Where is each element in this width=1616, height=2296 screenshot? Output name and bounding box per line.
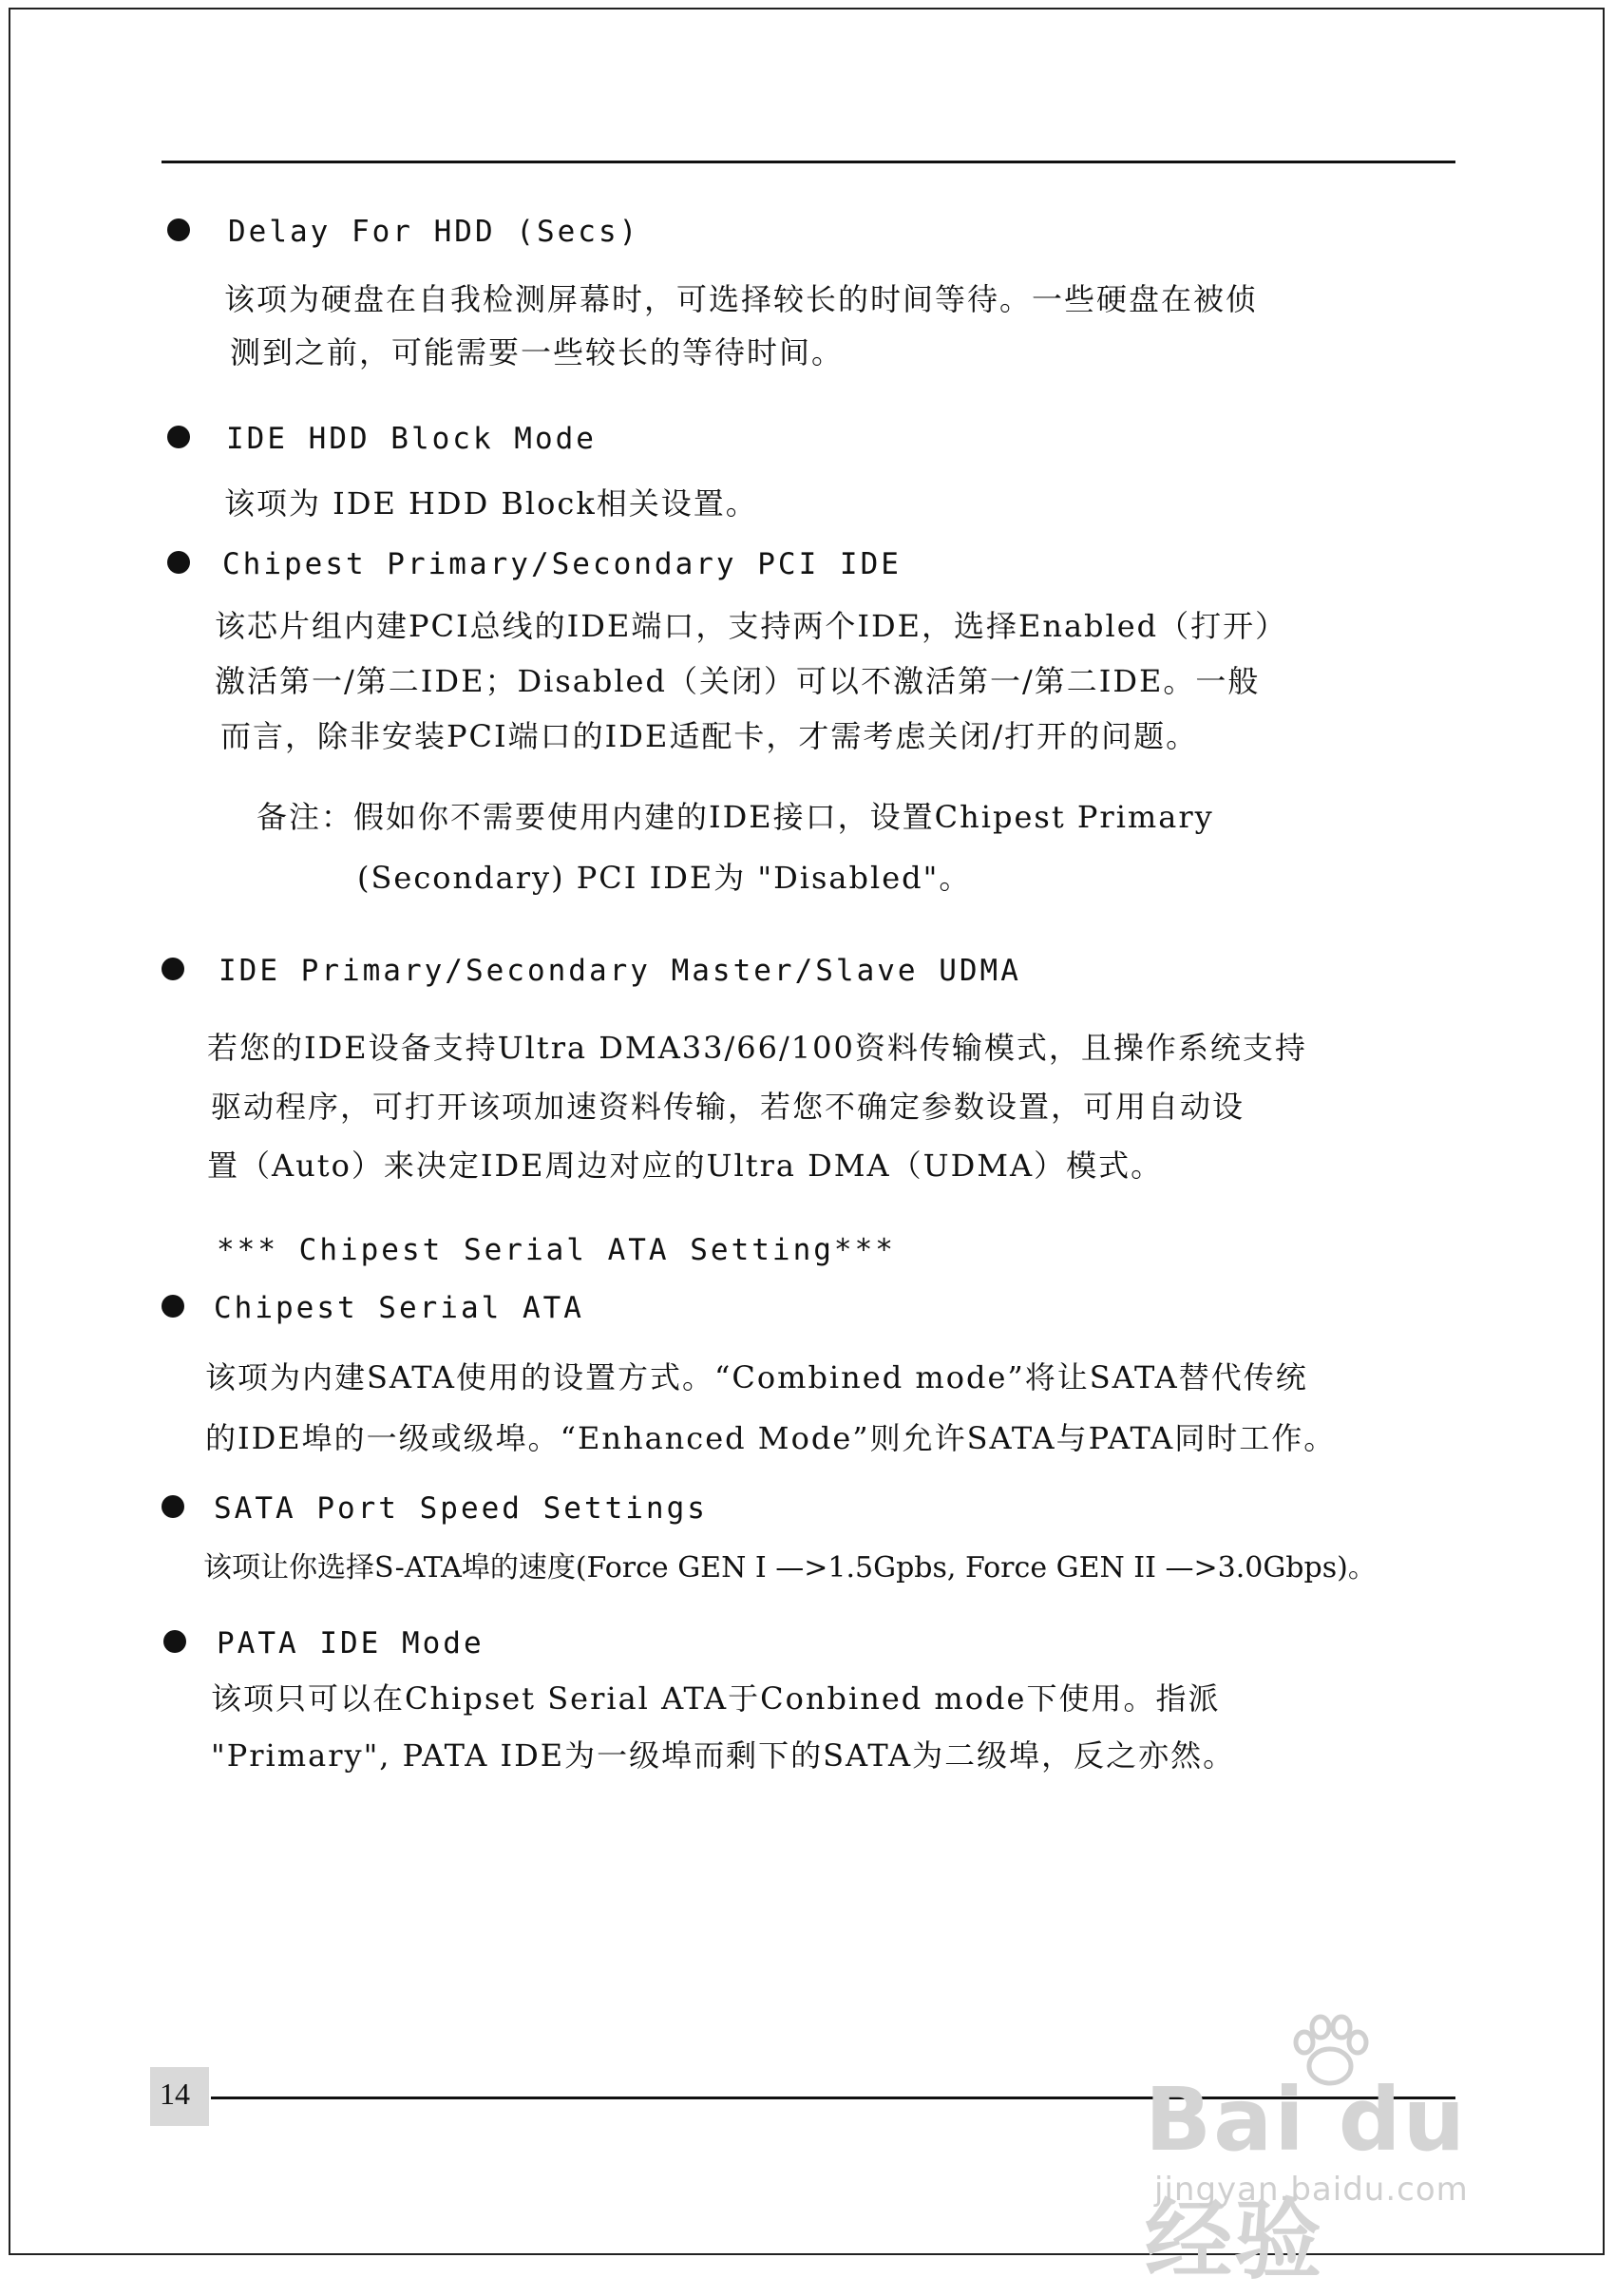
subsection-title-serial-ata-setting: *** Chipest Serial ATA Setting*** (217, 1233, 896, 1267)
bullet-icon (163, 1630, 186, 1653)
body-line: 该项为内建SATA使用的设置方式。“Combined mode”将让SATA替代传统 (205, 1359, 1308, 1395)
section-body-delay-for-hdd (224, 273, 1258, 379)
bullet-icon (167, 218, 190, 241)
note-line: (Secondary) PCI IDE为 "Disabled"。 (357, 860, 972, 896)
body-line: 若您的IDE设备支持Ultra DMA33/66/100资料传输模式，且操作系统支持 (207, 1030, 1307, 1066)
body-line: 的IDE埠的一级或级埠。“Enhanced Mode”则允许SATA与PATA同时工作。 (205, 1420, 1337, 1456)
section-heading-ide-udma: IDE Primary/Secondary Master/Slave UDMA (219, 954, 1021, 988)
section-body-ide-hdd-block-mode (224, 477, 758, 530)
section-body-sata-port-speed-settings (203, 1542, 1377, 1595)
section-heading-delay-for-hdd: Delay For HDD (Secs) (228, 215, 640, 249)
section-heading-chipest-serial-ata: Chipest Serial ATA (214, 1291, 584, 1325)
body-line: 该项只可以在Chipset Serial ATA于Conbined mode下使用。指派 (211, 1680, 1221, 1717)
section-heading-ide-hdd-block-mode: IDE HDD Block Mode (226, 422, 597, 456)
section-body-pata-ide-mode (211, 1670, 1235, 1784)
section-body-chipest-primary-secondary-pci-ide (215, 598, 1287, 764)
section-body-ide-udma (207, 1018, 1307, 1195)
body-line: "Primary", PATA IDE为一级埠而剩下的SATA为二级埠，反之亦然。 (211, 1737, 1236, 1774)
note-line: 备注：假如你不需要使用内建的IDE接口，设置Chipest Primary (257, 799, 1214, 835)
body-line: 驱动程序，可打开该项加速资料传输，若您不确定参数设置，可用自动设 (211, 1089, 1245, 1125)
section-heading-sata-port-speed-settings: SATA Port Speed Settings (214, 1491, 708, 1526)
header-rule (162, 161, 1455, 163)
bullet-icon (167, 551, 190, 574)
body-line: 激活第一/第二IDE；Disabled（关闭）可以不激活第一/第二IDE。一般 (215, 663, 1261, 699)
baidu-watermark (1145, 2014, 1525, 2291)
watermark-logo-text: Bai du 经验 (1145, 2069, 1468, 2291)
body-line: 该项让你选择S-ATA埠的速度(Force GEN I —>1.5Gpbs, Force GEN II —>3.0Gbps)。 (203, 1551, 1377, 1584)
page-number: 14 (160, 2077, 190, 2111)
bullet-icon (162, 1295, 184, 1318)
bullet-icon (167, 426, 190, 448)
body-line: 该项为硬盘在自我检测屏幕时，可选择较长的时间等待。一些硬盘在被侦 (224, 281, 1259, 317)
body-line: 测到之前，可能需要一些较长的等待时间。 (230, 334, 845, 370)
note-block (257, 787, 1214, 908)
body-line: 该芯片组内建PCI总线的IDE端口，支持两个IDE，选择Enabled（打开） (215, 608, 1288, 644)
section-heading-chipest-primary-secondary-pci-ide: Chipest Primary/Secondary PCI IDE (222, 547, 902, 581)
section-heading-pata-ide-mode: PATA IDE Mode (217, 1626, 485, 1660)
section-body-chipest-serial-ata (205, 1347, 1336, 1469)
watermark-url: jingyan.baidu.com (1154, 2171, 1469, 2209)
body-line: 置（Auto）来决定IDE周边对应的Ultra DMA（UDMA）模式。 (207, 1148, 1164, 1184)
bullet-icon (162, 1495, 184, 1518)
body-line: 该项为 IDE HDD Block相关设置。 (224, 485, 758, 522)
body-line: 而言，除非安装PCI端口的IDE适配卡，才需考虑关闭/打开的问题。 (220, 718, 1199, 754)
bullet-icon (162, 958, 184, 980)
